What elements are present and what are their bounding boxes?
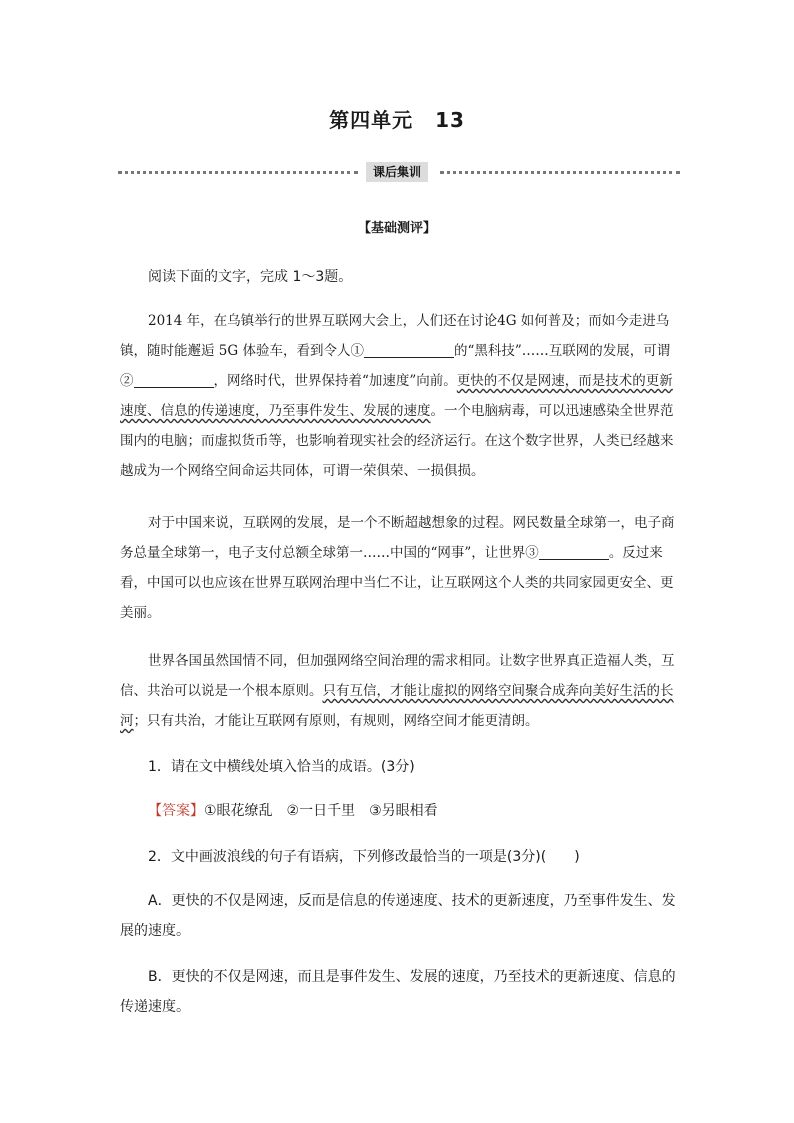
page-title (0, 104, 794, 133)
p3-text-3: ；只有共治，才能让互联网有原则，有规则，网络空间才能更清朗。 (133, 713, 539, 729)
option-b[interactable]: B．更快的不仅是网速，而且是事件发生、发展的速度，乃至技术的更新速度、信息的传递速度。 (120, 969, 676, 1015)
p2-text-1: 对于中国来说，互联网的发展，是一个不断超越想象的过程。网民数量全球第一，电子商务总量全球第一，电子支付总额全球第一……中国的“网事”，让世界③ (120, 515, 675, 561)
passage-paragraph-1 (120, 306, 680, 486)
option-a[interactable]: A．更快的不仅是网速，反而是信息的传递速度、技术的更新速度，乃至事件发生、发展的速度。 (120, 893, 676, 939)
wavy-sentence-1: 更快的不仅是网速，而是技术的更新速度、信息的传递速度，乃至事件发生、发展的速度 (120, 373, 673, 419)
question-2: 2．文中画波浪线的句子有语病，下列修改最恰当的一项是(3分)( ) (148, 849, 580, 865)
divider-dots-right (440, 171, 680, 174)
p3-text-1: 世界各国虽然国情不同，但加强网络空间治理的需求相同。让数字世界真正造福人类，互信、共治可以说是一个根本原则。 (120, 653, 675, 699)
passage-paragraph-3 (120, 646, 680, 736)
answer-1-text: ①眼花缭乱 ②一日千里 ③另眼相看 (204, 803, 438, 819)
answer-tag: 【答案】 (148, 803, 204, 819)
unit-title: 第四单元 (329, 108, 414, 132)
p1-text-1: 2014 年，在乌镇举行的世界互联网大会上，人们还在讨论4G 如何普及；而如今走进乌镇，随时能邂逅 5G 体验车，看到令人① (120, 313, 670, 359)
p1-text-2: 的“黑科技”……互联网的发展，可谓② (120, 343, 671, 389)
blank-1[interactable] (364, 341, 454, 358)
reading-instruction: 阅读下面的文字，完成 1～3题。 (148, 269, 353, 285)
p1-text-3: ，网络时代，世界保持着“加速度”向前。 (213, 373, 457, 389)
divider-dots-left (118, 171, 358, 174)
answer-1 (120, 796, 680, 826)
homework-badge: 课后集训 (366, 162, 428, 182)
section-divider (118, 162, 680, 182)
question-1: 1．请在文中横线处填入恰当的成语。(3分) (148, 759, 415, 775)
p1-text-5: 。一个电脑病毒，可以迅速感染全世界范围内的电脑；而虚拟货币等，也影响着现实社会的经济运行。在这个数字世界，人类已经越来越成为一个网络空间命运共同体，可谓一荣俱荣、一损俱损。 (120, 403, 674, 479)
wavy-sentence-2: 只有互信，才能让虚拟的网络空间聚合成奔向美好生活的长河 (120, 683, 674, 729)
passage-paragraph-2 (120, 508, 680, 628)
unit-number: 13 (435, 108, 465, 132)
blank-3[interactable] (539, 543, 609, 560)
blank-2[interactable] (134, 371, 214, 388)
section-heading: 【基础测评】 (357, 221, 436, 236)
p2-text-2: 。反过来看，中国可以也应该在世界互联网治理中当仁不让，让互联网这个人类的共同家园更安全、更美丽。 (120, 545, 674, 621)
